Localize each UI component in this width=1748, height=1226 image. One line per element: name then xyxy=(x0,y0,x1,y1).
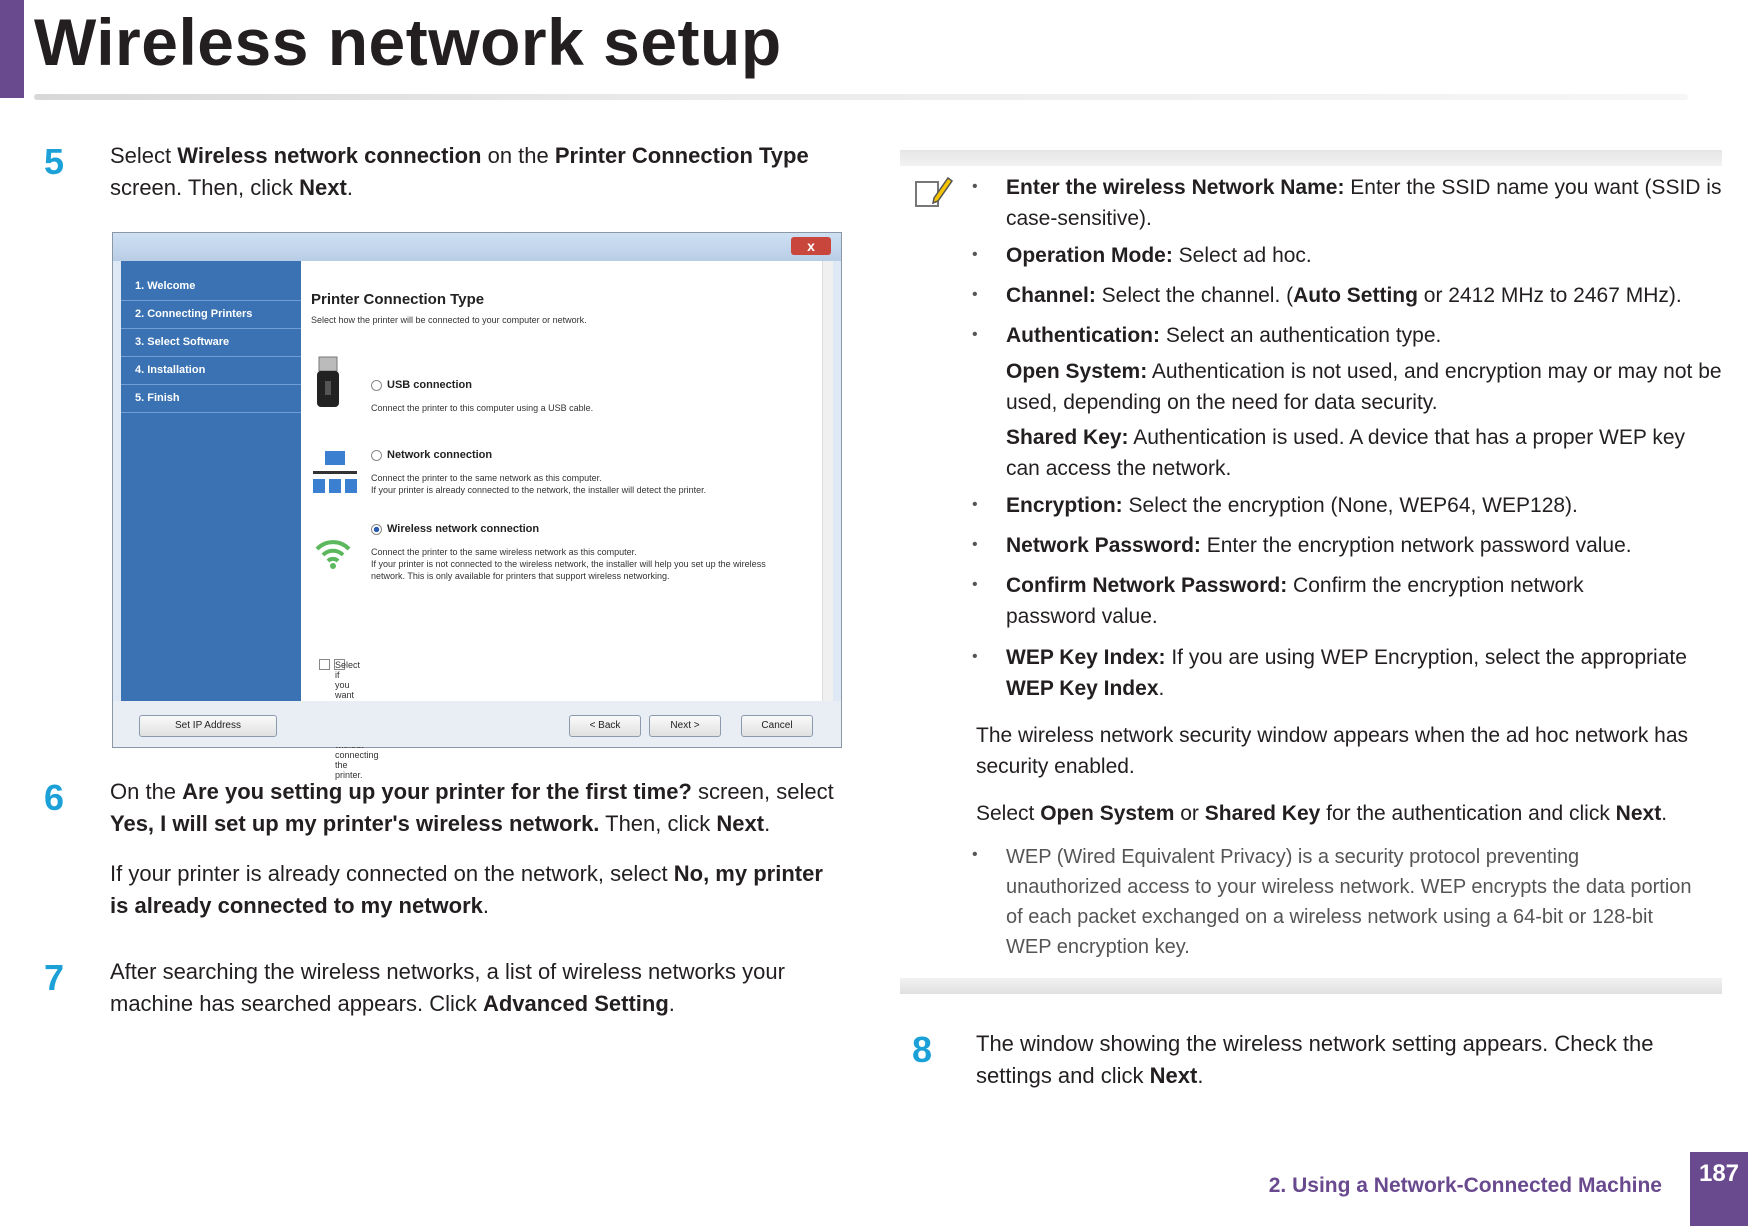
bold-text: Advanced Setting xyxy=(482,991,669,1016)
note-item-authentication xyxy=(1006,320,1722,351)
bold-text: Open System: xyxy=(1006,360,1148,383)
bullet: • xyxy=(972,496,978,513)
page-title: Wireless network setup xyxy=(34,5,782,79)
text: . xyxy=(764,811,771,836)
bold-text: Authentication: xyxy=(1006,324,1160,347)
step-number-5: 5 xyxy=(44,141,65,182)
text: or xyxy=(1174,802,1205,825)
option-label: Network connection xyxy=(387,449,493,461)
text: . xyxy=(1661,802,1668,825)
text: Select xyxy=(976,802,1041,825)
option-label: USB connection xyxy=(387,379,472,391)
note-item-network-password xyxy=(1006,530,1722,561)
note-bottom-rule xyxy=(900,978,1722,994)
text: If you are using WEP Encryption, select the appropriate xyxy=(1165,646,1687,669)
text: If your printer is already connected on the network, select xyxy=(110,861,674,886)
note-item-operation-mode xyxy=(1006,240,1722,271)
bold-text: Open System xyxy=(1040,802,1175,825)
step-number-8: 8 xyxy=(912,1029,933,1070)
note-item-encryption xyxy=(1006,490,1722,521)
bold-text: Shared Key: xyxy=(1006,426,1129,449)
bold-text: Next xyxy=(299,175,347,200)
text: . xyxy=(1197,1063,1204,1088)
network-connection-option[interactable] xyxy=(371,449,492,461)
next-button[interactable]: Next > xyxy=(649,715,721,737)
text: Select an authentication type. xyxy=(1159,324,1442,347)
text: Authentication is not used, and encryption may or may not be used, depending on the need for data security. xyxy=(1006,360,1722,414)
text: Select the encryption (None, WEP64, WEP128). xyxy=(1122,494,1578,517)
bold-text: Confirm Network Password: xyxy=(1006,574,1288,597)
bullet: • xyxy=(972,286,978,303)
text: Select ad hoc. xyxy=(1172,244,1312,267)
bold-text: Enter the wireless Network Name: xyxy=(1006,176,1345,199)
bullet: • xyxy=(972,536,978,553)
bold-text: Next xyxy=(716,811,765,836)
set-ip-address-button[interactable]: Set IP Address xyxy=(139,715,277,737)
step-8-text xyxy=(976,1028,1716,1092)
text: The window showing the wireless network setting appears. Check the settings and click xyxy=(976,1031,1654,1088)
cancel-button[interactable]: Cancel xyxy=(741,715,813,737)
sidebar-item: 3. Select Software xyxy=(121,329,301,357)
checkbox-label: Select if you want connecting the printer. xyxy=(335,660,379,781)
bullet: • xyxy=(972,648,978,665)
dialog-scrollbar[interactable] xyxy=(822,261,833,703)
text: . xyxy=(668,991,675,1016)
page-number: 187 xyxy=(1690,1152,1748,1226)
bold-text: WEP Key Index: xyxy=(1006,646,1166,669)
note-item-confirm-password xyxy=(1006,570,1666,632)
bold-text: Operation Mode: xyxy=(1006,244,1173,267)
text: . xyxy=(346,175,353,200)
note-wep-definition: WEP (Wired Equivalent Privacy) is a security protocol preventing unauthorized access to your wireless network. WEP encrypts the data portion of each packet exchanged on a wireless network using a 64-bit or 128-bit WEP encryption key. xyxy=(1006,846,1692,958)
network-icon xyxy=(313,451,357,504)
network-description-2: If your printer is already connected to the network, the installer will detect the printer. xyxy=(371,485,707,495)
dialog-subheading: Select how the printer will be connected to your computer or network. xyxy=(311,315,587,325)
note-item-network-name xyxy=(1006,172,1722,234)
step-5-text xyxy=(110,140,860,204)
wireless-description-3: network. This is only available for printers that support wireless networking. xyxy=(371,571,670,581)
text: After searching the wireless networks, a list of wireless networks your machine has searched appears. Click xyxy=(110,959,785,1016)
text: screen. Then, click xyxy=(110,175,300,200)
dialog-heading: Printer Connection Type xyxy=(311,291,485,308)
text: On the xyxy=(110,779,183,804)
sidebar-item: 1. Welcome xyxy=(121,273,301,301)
pencil-note-icon xyxy=(912,172,952,212)
installer-dialog-screenshot xyxy=(112,232,842,781)
note-shared-key xyxy=(1006,422,1722,484)
title-divider xyxy=(34,94,1688,100)
option-label: Wireless network connection xyxy=(387,523,540,535)
step-6-note xyxy=(110,858,830,922)
bold-text: Channel: xyxy=(1006,284,1096,307)
sidebar-item: 4. Installation xyxy=(121,357,301,385)
note-top-rule xyxy=(900,150,1722,166)
footer-section-title: 2. Using a Network-Connected Machine xyxy=(1268,1174,1662,1197)
text: Then, click xyxy=(599,811,717,836)
text: . xyxy=(1158,677,1165,700)
dialog-titlebar xyxy=(113,233,841,261)
dialog-sidebar xyxy=(121,261,301,731)
bold-text: Next xyxy=(1615,802,1662,825)
step-7-text xyxy=(110,956,850,1020)
bullet: • xyxy=(972,846,978,863)
dialog-button-bar xyxy=(113,701,841,747)
text: screen, select xyxy=(691,779,834,804)
wifi-icon xyxy=(313,533,353,580)
text: Authentication is used. A device that has a proper WEP key can access the network. xyxy=(1006,426,1685,480)
bold-text: Printer Connection Type xyxy=(554,143,809,168)
bold-text: Shared Key xyxy=(1204,802,1321,825)
wireless-description-1: Connect the printer to the same wireless network as this computer. xyxy=(371,547,637,557)
dialog-close-button[interactable]: x xyxy=(791,237,831,255)
bold-text: Wireless network connection xyxy=(177,143,482,168)
bold-text: WEP Key Index xyxy=(1006,677,1159,700)
step-6-text xyxy=(110,776,862,840)
text: or 2412 MHz to 2467 MHz). xyxy=(1417,284,1682,307)
note-paragraph-security: The wireless network security window appears when the ad hoc network has security enabled. xyxy=(976,724,1689,778)
note-item-channel xyxy=(1006,280,1722,311)
note-paragraph-select xyxy=(976,798,1722,829)
text: on the xyxy=(481,143,555,168)
wireless-connection-option[interactable] xyxy=(371,523,539,535)
bold-text: Network Password: xyxy=(1006,534,1201,557)
note-item-wep-key-index xyxy=(1006,642,1722,704)
bold-text: Next xyxy=(1149,1063,1198,1088)
no-connect-checkbox[interactable] xyxy=(319,659,379,781)
sidebar-item: 2. Connecting Printers xyxy=(121,301,301,329)
bold-text: No, my printer is already connected to my network xyxy=(110,861,823,918)
bold-text: Yes, I will set up my printer's wireless network. xyxy=(110,811,600,836)
step-number-7: 7 xyxy=(44,957,65,998)
usb-description: Connect the printer to this computer using a USB cable. xyxy=(371,403,594,413)
back-button[interactable]: < Back xyxy=(569,715,641,737)
bullet: • xyxy=(972,246,978,263)
bullet: • xyxy=(972,326,978,343)
usb-connection-option[interactable] xyxy=(371,379,472,391)
bold-text: Encryption: xyxy=(1006,494,1123,517)
text: for the authentication and click xyxy=(1320,802,1616,825)
network-description-1: Connect the printer to the same network as this computer. xyxy=(371,473,602,483)
text: Select the channel. ( xyxy=(1095,284,1294,307)
wireless-description-2: If your printer is not connected to the wireless network, the installer will help you set up the wireless xyxy=(371,559,766,569)
bullet: • xyxy=(972,576,978,593)
text: Confirm the encryption network password value. xyxy=(1006,574,1584,628)
step-number-6: 6 xyxy=(44,777,65,818)
note-open-system xyxy=(1006,356,1722,418)
title-accent-bar xyxy=(0,0,24,98)
text: . xyxy=(482,893,490,918)
text: Select xyxy=(110,143,178,168)
text: Enter the encryption network password value. xyxy=(1200,534,1632,557)
text: Enter the SSID name you want (SSID is case-sensitive). xyxy=(1006,176,1722,230)
bold-text: Auto Setting xyxy=(1293,284,1418,307)
bullet: • xyxy=(972,178,978,195)
bold-text: Are you setting up your printer for the first time? xyxy=(182,779,692,804)
sidebar-item: 5. Finish xyxy=(121,385,301,413)
usb-icon xyxy=(313,357,343,418)
